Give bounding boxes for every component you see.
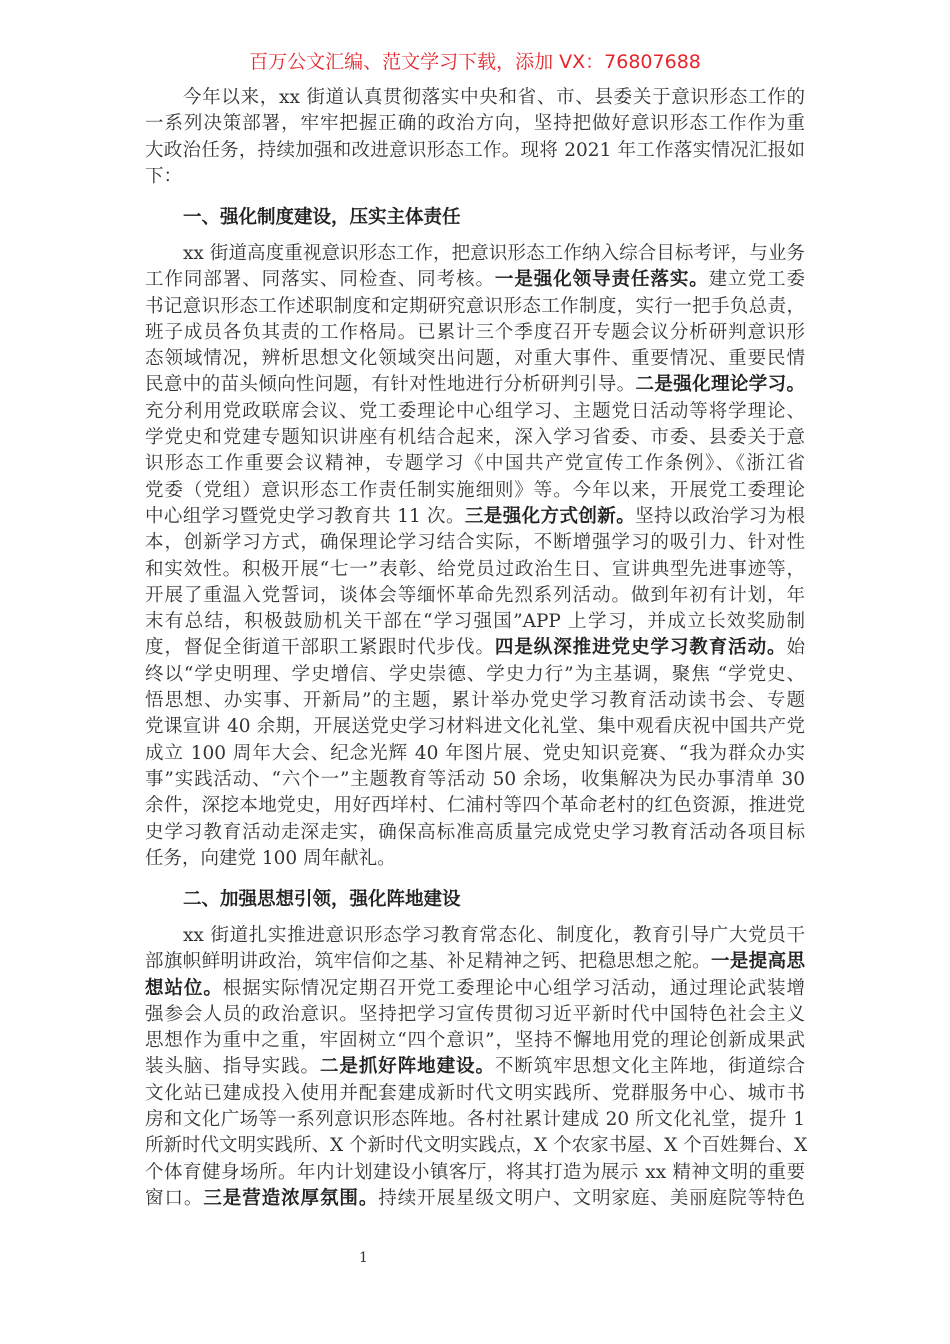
text-line xyxy=(145,583,805,609)
page-number: 1 xyxy=(359,1250,368,1266)
text-line xyxy=(145,793,805,819)
text-line xyxy=(145,164,805,190)
text-run: 中心组学习暨党史学习教育共 11 次。 xyxy=(145,505,465,527)
text-line xyxy=(145,820,805,846)
text-run: 个体育健身场所。年内计划建设小镇客厅，将其打造为展示 xx 精神文明的重要 xyxy=(145,1161,805,1183)
text-run: 工作同部署、同落实、同检查、同考核。 xyxy=(145,269,495,291)
text-run: 态领域情况，辨析思想文化领域突出问题，对重大事件、重要情况、重要民情 xyxy=(145,348,805,370)
text-line xyxy=(145,635,805,661)
text-run: 本，创新学习方式，确保理论学习结合实际，不断增强学习的吸引力、针对性 xyxy=(145,532,805,554)
text-run: 今年以来，xx 街道认真贯彻落实中央和省、市、县委关于意识形态工作的 xyxy=(183,87,805,108)
text-run: 坚持以政治学习为根 xyxy=(635,505,805,527)
text-line xyxy=(145,111,805,137)
text-line xyxy=(145,714,805,740)
text-line xyxy=(145,1002,805,1028)
text-line xyxy=(145,1107,805,1133)
bold-lead-phrase: 二是抓好阵地建设。 xyxy=(319,1056,495,1078)
text-run: 末有总结，积极鼓励机关干部在“学习强国”APP 上学习，并成立长效奖励制 xyxy=(145,611,805,633)
text-run: 史学习教育活动走深走实，确保高标准高质量完成党史学习教育活动各项目标 xyxy=(145,821,805,843)
text-run: 部旗帜鲜明讲政治，筑牢信仰之基、补足精神之钙、把稳思想之舵。 xyxy=(145,951,712,973)
text-line xyxy=(145,1133,808,1159)
text-run: 始 xyxy=(786,637,805,659)
text-line xyxy=(145,241,805,267)
text-line xyxy=(145,399,805,425)
bold-lead-phrase: 一是提高思 xyxy=(711,951,805,973)
text-line xyxy=(145,504,805,530)
paragraph-intro xyxy=(145,85,805,190)
text-run: 事”实践活动、“六个一”主题教育等活动 50 余场，收集解决为民办事清单 30 xyxy=(145,768,805,790)
text-run: 终以“学史明理、学史增信、学史崇德、学史力行”为主基调，聚焦 “学党史、 xyxy=(145,663,805,685)
text-run: 开展了重温入党誓词，谈体会等缅怀革命先烈系列活动。做到年初有计划，年 xyxy=(145,584,805,606)
text-run: 识形态工作重要会议精神，专题学习《中国共产党宣传工作条例》、《浙江省 xyxy=(145,453,805,475)
text-run: 度，督促全街道干部职工紧跟时代步伐。 xyxy=(145,637,495,659)
text-line xyxy=(145,85,805,111)
text-line xyxy=(145,923,805,949)
paragraph-section-1 xyxy=(145,241,805,872)
text-run: 一系列决策部署，牢牢把握正确的政治方向，坚持把做好意识形态工作作为重 xyxy=(145,113,805,135)
text-line xyxy=(145,1186,805,1212)
bold-lead-phrase: 三是营造浓厚氛围。 xyxy=(203,1187,379,1209)
text-run: 充分利用党政联席会议、党工委理论中心组学习、主题党日活动等将学理论、 xyxy=(145,400,805,422)
section-heading-1: 一、强化制度建设，压实主体责任 xyxy=(183,207,461,228)
text-run: 学党史和党建专题知识讲座有机结合起来，深入学习省委、市委、县委关于意 xyxy=(145,427,805,449)
text-line xyxy=(145,138,805,164)
text-line xyxy=(145,267,805,293)
text-run: 任务，向建党 100 周年献礼。 xyxy=(145,847,396,869)
text-line xyxy=(145,1028,805,1054)
text-line xyxy=(145,741,805,767)
text-run: 党委（党组）意识形态工作责任制实施细则》等。今年以来，开展党工委理论 xyxy=(145,479,805,501)
text-line xyxy=(145,425,805,451)
text-line xyxy=(145,320,805,346)
text-line xyxy=(145,294,805,320)
text-run: 成立 100 周年大会、纪念光辉 40 年图片展、党史知识竞赛、“我为群众办实 xyxy=(145,742,805,764)
text-run: xx 街道高度重视意识形态工作，把意识形态工作纳入综合目标考评，与业务 xyxy=(183,243,805,264)
text-run: 窗口。 xyxy=(145,1187,204,1209)
bold-lead-phrase: 四是纵深推进党史学习教育活动。 xyxy=(494,637,787,659)
text-run: 根据实际情况定期召开党工委理论中心组学习活动，通过理论武装增 xyxy=(222,977,805,999)
text-line xyxy=(145,451,805,477)
text-line xyxy=(145,530,805,556)
text-line xyxy=(145,976,805,1002)
text-run: 悟思想、办实事、开新局”的主题，累计举办党史学习教育活动读书会、专题 xyxy=(145,690,805,712)
text-run: 不断筑牢思想文化主阵地，街道综合 xyxy=(494,1056,805,1078)
text-line xyxy=(145,346,805,372)
text-run: 党课宣讲 40 余期，开展送党史学习材料进文化礼堂、集中观看庆祝中国共产党 xyxy=(145,716,805,738)
text-line xyxy=(145,1081,805,1107)
text-line xyxy=(145,372,805,398)
watermark-banner: 百万公文汇编、范文学习下载，添加 VX：76807688 xyxy=(249,51,701,73)
text-run: 和实效性。积极开展“七一”表彰、给党员过政治生日、宣讲典型先进事迹等， xyxy=(145,558,805,580)
text-run: 建立党工委 xyxy=(708,269,805,291)
text-line xyxy=(145,688,805,714)
text-run: 下： xyxy=(145,165,183,187)
text-run: 强参会人员的政治意识。坚持把学习宣传贯彻习近平新时代中国特色社会主义 xyxy=(145,1003,805,1025)
text-run: 文化站已建成投入使用并配套建成新时代文明实践所、党群服务中心、城市书 xyxy=(145,1082,805,1104)
text-run: 民意中的苗头倾向性问题，有针对性地进行分析研判引导。 xyxy=(145,374,636,396)
text-line xyxy=(145,767,805,793)
bold-lead-phrase: 二是强化理论学习。 xyxy=(635,374,805,396)
text-run: 书记意识形态工作述职制度和定期研究意识形态工作制度，实行一把手负总责， xyxy=(145,295,805,317)
text-line xyxy=(145,1054,805,1080)
text-run: 房和文化广场等一系列意识形态阵地。各村社累计建成 20 所文化礼堂，提升 1 xyxy=(145,1109,805,1131)
text-line xyxy=(145,478,805,504)
text-run: 思想作为重中之重，牢固树立“四个意识”，坚持不懈地用党的理论创新成果武 xyxy=(145,1030,805,1052)
text-run: 大政治任务，持续加强和改进意识形态工作。现将 2021 年工作落实情况汇报如 xyxy=(145,139,805,161)
text-run: 余件，深挖本地党史，用好西垟村、仁浦村等四个革命老村的红色资源，推进党 xyxy=(145,795,805,817)
text-run: 班子成员各负其责的工作格局。已累计三个季度召开专题会议分析研判意识形 xyxy=(145,321,805,343)
text-run: 装头脑、指导实践。 xyxy=(145,1056,320,1078)
text-line xyxy=(145,1160,805,1186)
text-line xyxy=(145,609,805,635)
text-run: 持续开展星级文明户、文明家庭、美丽庭院等特色 xyxy=(378,1187,805,1209)
text-line xyxy=(145,557,805,583)
text-line xyxy=(145,662,805,688)
paragraph-section-2 xyxy=(145,923,808,1212)
bold-lead-phrase: 一是强化领导责任落实。 xyxy=(494,269,709,291)
bold-lead-phrase: 想站位。 xyxy=(145,977,223,999)
text-line xyxy=(145,846,805,872)
text-line xyxy=(145,949,805,975)
text-run: 所新时代文明实践所、X 个新时代文明实践点，X 个农家书屋、X 个百姓舞台、X xyxy=(145,1135,808,1157)
text-run: xx 街道扎实推进意识形态学习教育常态化、制度化，教育引导广大党员干 xyxy=(183,925,805,946)
bold-lead-phrase: 三是强化方式创新。 xyxy=(464,505,636,527)
section-heading-2: 二、加强思想引领，强化阵地建设 xyxy=(183,889,461,910)
